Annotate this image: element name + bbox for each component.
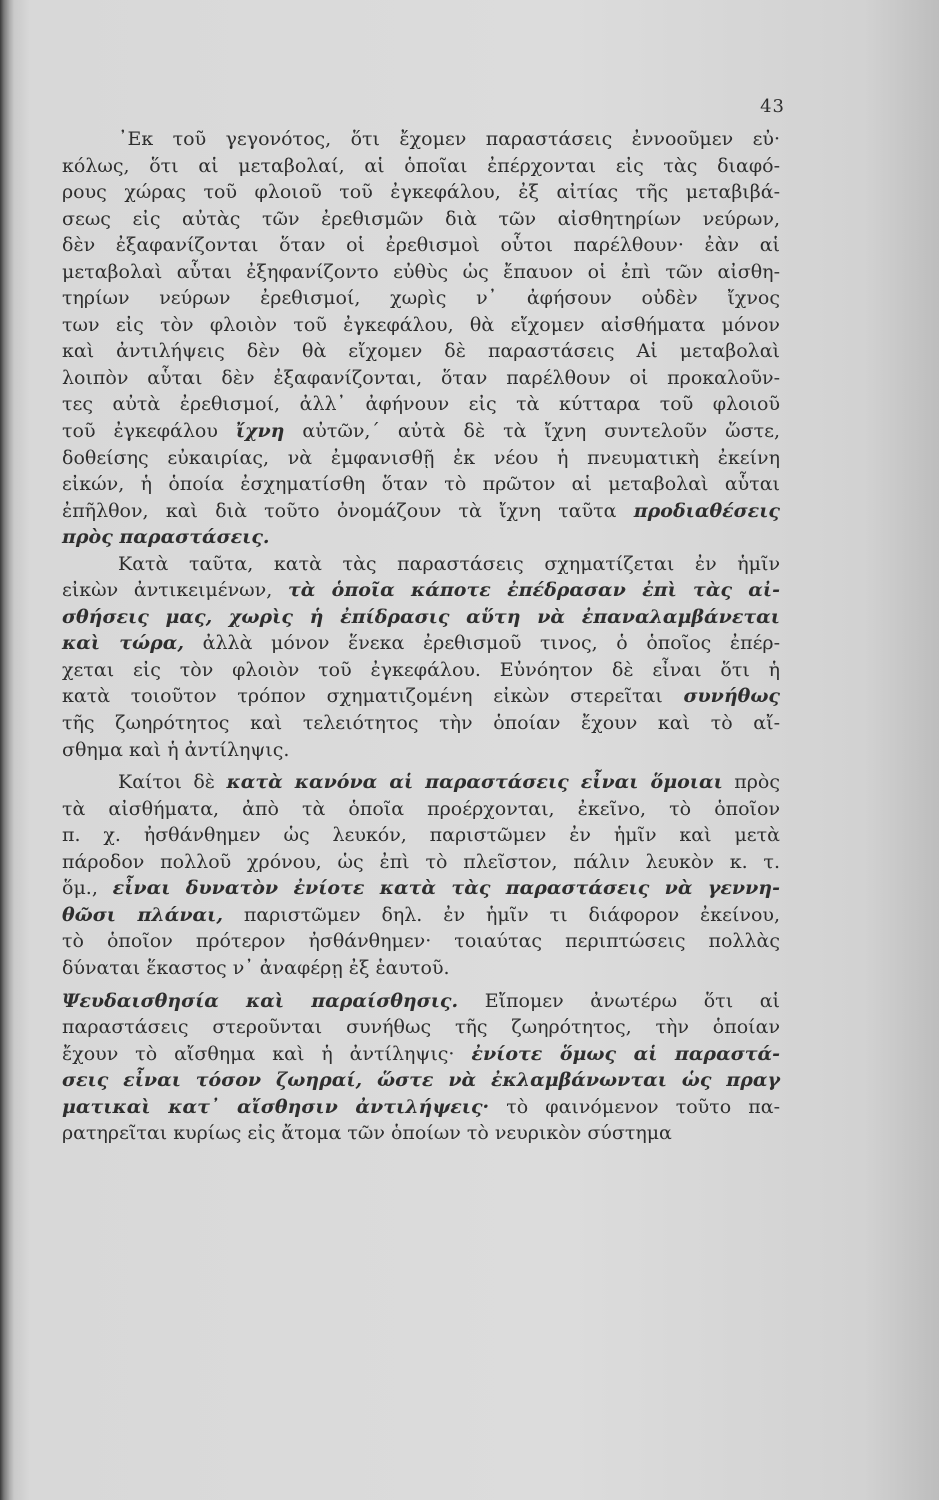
text-segment: Εἴπομεν ἀνωτέρω ὅτι αἱ xyxy=(458,989,780,1012)
emphasized-text: πρὸς παραστάσεις. xyxy=(62,526,270,549)
text-line xyxy=(62,769,780,796)
text-segment: δύναται ἕκαστος ν᾿ ἀναφέρῃ ἐξ ἑαυτοῦ. xyxy=(62,956,450,979)
text-line xyxy=(62,418,780,445)
text-line xyxy=(62,630,780,657)
emphasized-text: ἐνίοτε ὅμως αἱ παραστά- xyxy=(471,1042,780,1065)
emphasized-text: κατὰ κανόνα αἱ παραστάσεις εἶναι ὅμοιαι xyxy=(226,771,723,794)
text-line xyxy=(62,875,780,902)
text-line xyxy=(62,259,780,286)
text-segment: ἀλλὰ μόνον ἕνεκα ἐρεθισμοῦ τινος, ὁ ὁποῖος ἐπέρ- xyxy=(184,632,781,655)
emphasized-text: συνήθως xyxy=(683,685,780,708)
text-segment: καὶ ἀντιλήψεις δὲν θὰ εἴχομεν δὲ παραστάσεις Αἱ μεταβολαὶ xyxy=(62,340,780,363)
text-segment: πρὸς xyxy=(722,771,781,794)
text-segment: ἔχουν τὸ αἴσθημα καὶ ἡ ἀντίληψις· xyxy=(62,1042,472,1065)
text-line xyxy=(62,955,780,982)
text-segment: των εἰς τὸν φλοιὸν τοῦ ἐγκεφάλου, θὰ εἴχομεν αἰσθήματα μόνον xyxy=(62,313,780,336)
text-segment: δὲν ἐξαφανίζονται ὅταν οἱ ἐρεθισμοὶ οὗτοι παρέλθουν· ἐὰν αἱ xyxy=(62,234,780,257)
emphasized-text: θῶσι πλάναι, xyxy=(62,903,223,926)
text-segment: π. χ. ἠσθάνθημεν ὡς λευκόν, παριστῶμεν ἐν ἡμῖν καὶ μετὰ xyxy=(62,824,780,847)
text-segment: κατὰ τοιοῦτον τρόπον σχηματιζομένη εἰκὼν στερεῖται xyxy=(62,685,684,708)
text-line xyxy=(62,312,780,339)
text-line xyxy=(62,737,780,764)
text-segment: ρους χώρας τοῦ φλοιοῦ τοῦ ἐγκεφάλου, ἐξ αἰτίας τῆς μεταβιβά- xyxy=(62,181,780,204)
text-line xyxy=(62,822,780,849)
text-segment: λοιπὸν αὗται δὲν ἐξαφανίζονται, ὅταν παρέλθουν οἱ προκαλοῦν- xyxy=(62,366,780,389)
book-spine-shadow xyxy=(0,0,14,1500)
emphasized-text: Ψευδαισθησία καὶ παραίσθησις. xyxy=(62,989,459,1012)
text-line xyxy=(62,179,780,206)
text-segment: σεως εἰς αὐτὰς τῶν ἐρεθισμῶν διὰ τῶν αἰσθητηρίων νεύρων, xyxy=(62,207,780,230)
text-line xyxy=(62,551,780,578)
emphasized-text: ἴχνη xyxy=(235,420,285,443)
emphasized-text: ματικαὶ κατ᾿ αἴσθησιν ἀντιλήψεις· xyxy=(62,1095,490,1118)
emphasized-text: σθήσεις μας, χωρὶς ἡ ἐπίδρασις αὕτη νὰ ἐπαναλαμβάνεται xyxy=(62,605,780,628)
text-segment: τες αὐτὰ ἐρεθισμοί, ἀλλ᾿ ἀφήνουν εἰς τὰ κύτταρα τοῦ φλοιοῦ xyxy=(62,393,780,416)
text-line xyxy=(62,657,780,684)
text-segment: ᾿Εκ τοῦ γεγονότος, ὅτι ἔχομεν παραστάσεις ἐννοοῦμεν εὐ· xyxy=(118,128,780,150)
text-segment: τὰ αἰσθήματα, ἀπὸ τὰ ὁποῖα προέρχονται, ἐκεῖνο, τὸ ὁποῖον xyxy=(62,797,780,820)
text-line xyxy=(62,604,780,631)
text-segment: εἰκών, ἡ ὁποία ἐσχηματίσθη ὅταν τὸ πρῶτον αἱ μεταβολαὶ αὗται xyxy=(62,473,780,496)
page-number: 43 xyxy=(760,96,785,117)
text-line xyxy=(62,710,780,737)
body-text xyxy=(62,126,780,1147)
text-segment: παραστάσεις στεροῦνται συνήθως τῆς ζωηρότητος, τὴν ὁποίαν xyxy=(62,1016,780,1039)
text-line xyxy=(62,902,780,929)
emphasized-text: εἶναι δυνατὸν ἐνίοτε κατὰ τὰς παραστάσεις νὰ γεννη- xyxy=(112,877,780,900)
text-segment: τὸ ὁποῖον πρότερον ἠσθάνθημεν· τοιαύτας περιπτώσεις πολλὰς xyxy=(62,930,780,953)
text-segment: ὅμ., xyxy=(62,877,113,900)
text-line xyxy=(62,285,780,312)
text-segment: Καίτοι δὲ xyxy=(118,771,227,794)
text-line xyxy=(62,796,780,823)
text-segment: χεται εἰς τὸν φλοιὸν τοῦ ἐγκεφάλου. Εὐνόητον δὲ εἶναι ὅτι ἡ xyxy=(62,658,780,681)
text-segment: Κατὰ ταῦτα, κατὰ τὰς παραστάσεις σχηματίζεται ἐν ἡμῖν xyxy=(118,552,780,575)
text-line xyxy=(62,206,780,233)
text-line xyxy=(62,988,780,1015)
text-segment: τῆς ζωηρότητος καὶ τελειότητος τὴν ὁποίαν ἔχουν καὶ τὸ αἴ- xyxy=(62,712,780,735)
text-segment: ἐπῆλθον, καὶ διὰ τοῦτο ὀνομάζουν τὰ ἴχνη ταῦτα xyxy=(62,499,634,522)
text-line xyxy=(62,683,780,710)
text-line xyxy=(62,1067,780,1094)
text-line xyxy=(62,445,780,472)
text-line xyxy=(62,1120,780,1147)
text-segment: πάροδον πολλοῦ χρόνου, ὡς ἐπὶ τὸ πλεῖστον, πάλιν λευκὸν κ. τ. xyxy=(62,850,780,873)
text-segment: ρατηρεῖται κυρίως εἰς ἄτομα τῶν ὁποίων τὸ νευρικὸν σύστημα xyxy=(62,1122,672,1145)
text-line xyxy=(62,153,780,180)
emphasized-text: προδιαθέσεις xyxy=(633,499,780,522)
text-segment: εἰκὼν ἀντικειμένων, xyxy=(62,579,288,602)
emphasized-text: τὰ ὁποῖα κάποτε ἐπέδρασαν ἐπὶ τὰς αἰ- xyxy=(287,579,781,602)
text-segment: μεταβολαὶ αὗται ἐξηφανίζοντο εὐθὺς ὡς ἔπαυον οἱ ἐπὶ τῶν αἰσθη- xyxy=(62,260,780,283)
text-segment: σθημα καὶ ἡ ἀντίληψις. xyxy=(62,738,290,761)
text-segment: δοθείσης εὐκαιρίας, νὰ ἐμφανισθῇ ἐκ νέου ἡ πνευματικὴ ἐκείνη xyxy=(62,446,780,469)
text-segment: τοῦ ἐγκεφάλου xyxy=(62,420,236,443)
text-line xyxy=(62,365,780,392)
text-line xyxy=(62,928,780,955)
text-line xyxy=(62,524,780,551)
text-segment: κόλως, ὅτι αἱ μεταβολαί, αἱ ὁποῖαι ἐπέρχονται εἰς τὰς διαφό- xyxy=(62,154,780,177)
text-line xyxy=(62,391,780,418)
text-segment: τηρίων νεύρων ἐρεθισμοί, χωρὶς ν᾿ ἀφήσουν οὐδὲν ἴχνος xyxy=(62,287,780,310)
text-line xyxy=(62,577,780,604)
text-line xyxy=(62,849,780,876)
text-segment: αὐτῶν,´ αὐτὰ δὲ τὰ ἴχνη συντελοῦν ὥστε, xyxy=(284,420,780,443)
text-line xyxy=(62,1014,780,1041)
emphasized-text: καὶ τώρα, xyxy=(62,632,185,655)
text-line xyxy=(62,471,780,498)
text-line xyxy=(62,1041,780,1068)
text-segment: τὸ φαινόμενον τοῦτο πα- xyxy=(489,1095,780,1118)
text-line xyxy=(62,232,780,259)
text-line xyxy=(62,126,780,153)
emphasized-text: σεις εἶναι τόσον ζωηραί, ὥστε νὰ ἐκλαμβάνωνται ὡς πραγ xyxy=(62,1069,780,1092)
text-line xyxy=(62,338,780,365)
text-segment: παριστῶμεν δηλ. ἐν ἡμῖν τι διάφορον ἐκείνου, xyxy=(222,903,780,926)
text-line xyxy=(62,1094,780,1121)
text-line xyxy=(62,498,780,525)
